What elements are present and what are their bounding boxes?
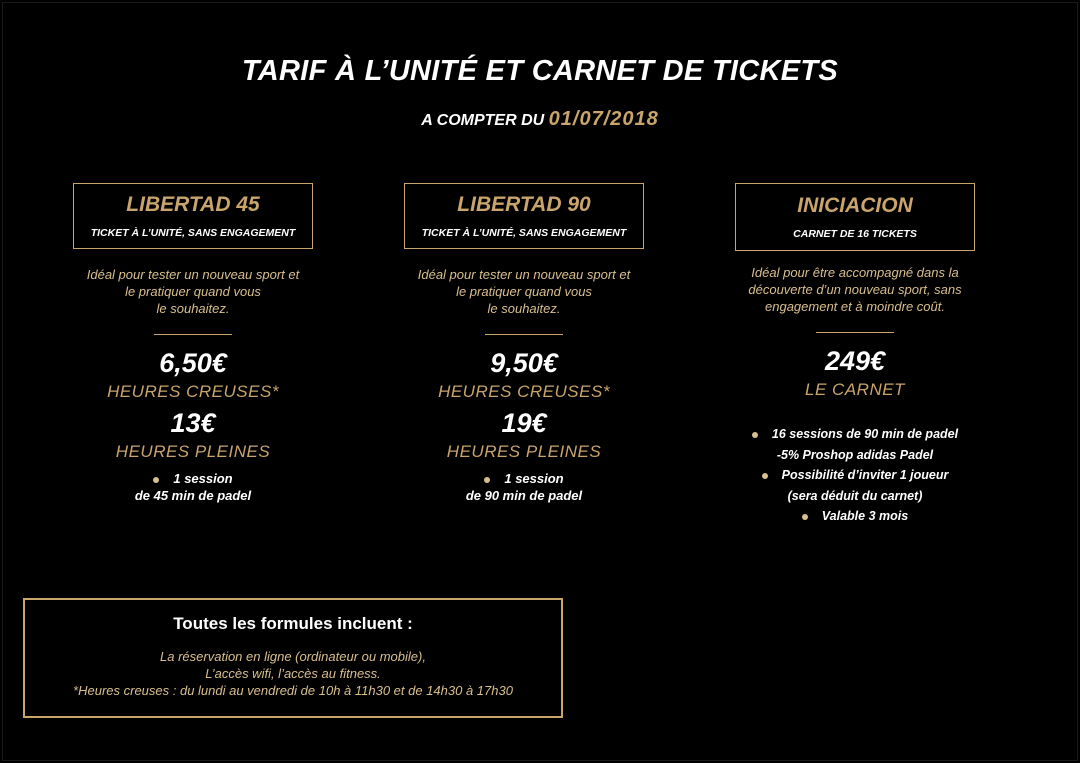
plan-description: Idéal pour tester un nouveau sport et le pratiquer quand vous le souhaitez. — [417, 267, 631, 316]
plan-header-box — [404, 183, 644, 249]
plan-features — [705, 424, 1005, 527]
feature-text: -5% Proshop adidas Padel — [776, 447, 934, 462]
price-off-peak: 6,50€ — [159, 348, 227, 378]
inclusions-box — [23, 598, 563, 718]
list-item — [374, 470, 674, 504]
inclusions-text: La réservation en ligne (ordinateur ou mobile), L’accès wifi, l’accès au fitness. *Heures creuses : du lundi au vendredi de 10h à 11h30 et de 14h30 à 17h30 — [73, 649, 513, 698]
subtitle-date: 01/07/2018 — [548, 108, 659, 130]
plan-name: LIBERTAD 90 — [457, 193, 591, 216]
list-item — [705, 506, 1005, 527]
feature-text: Valable 3 mois — [821, 509, 909, 523]
plan-subtitle: TICKET À L’UNITÉ, SANS ENGAGEMENT — [421, 227, 627, 239]
plan-subtitle: CARNET DE 16 TICKETS — [793, 228, 917, 240]
plan-libertad-90 — [374, 183, 674, 504]
plan-libertad-45 — [43, 183, 343, 504]
plan-features — [43, 470, 343, 504]
plan-name: INICIACION — [797, 194, 913, 217]
list-item — [43, 470, 343, 504]
bullet-icon — [802, 514, 808, 520]
price-peak-label: HEURES PLEINES — [446, 442, 602, 461]
list-item — [705, 465, 1005, 486]
price-peak: 19€ — [501, 408, 547, 438]
inclusions-title: Toutes les formules incluent : — [173, 614, 413, 633]
page-title: TARIF À L’UNITÉ ET CARNET DE TICKETS — [241, 55, 839, 87]
feature-text: Possibilité d’inviter 1 joueur — [781, 468, 949, 482]
page-subtitle — [0, 108, 1080, 131]
feature-text: (sera déduit du carnet) — [787, 488, 923, 503]
plan-name: LIBERTAD 45 — [126, 193, 260, 216]
list-item — [705, 445, 1005, 466]
divider — [485, 334, 563, 335]
subtitle-prefix: A COMPTER DU — [421, 112, 545, 129]
plan-description: Idéal pour tester un nouveau sport et le pratiquer quand vous le souhaitez. — [86, 267, 300, 316]
feature-text: 16 sessions de 90 min de padel — [771, 427, 959, 441]
plan-description: Idéal pour être accompagné dans la découverte d’un nouveau sport, sans engagement et à moindre coût. — [748, 265, 962, 314]
price-off-peak: 9,50€ — [490, 348, 558, 378]
plan-header-box — [73, 183, 313, 249]
feature-text: 1 session de 90 min de padel — [465, 471, 583, 503]
divider — [154, 334, 232, 335]
price-off-peak-label: HEURES CREUSES* — [438, 382, 610, 401]
plan-iniciacion — [705, 183, 1005, 527]
bullet-icon — [752, 432, 758, 438]
plan-header-box — [735, 183, 975, 251]
bullet-icon — [153, 477, 159, 483]
plan-features — [374, 470, 674, 504]
price-peak-label: HEURES PLEINES — [115, 442, 271, 461]
list-item — [705, 486, 1005, 507]
plan-subtitle: TICKET À L’UNITÉ, SANS ENGAGEMENT — [90, 227, 296, 239]
price-off-peak-label: HEURES CREUSES* — [107, 382, 279, 401]
price-carnet-label: LE CARNET — [805, 380, 905, 399]
list-item — [705, 424, 1005, 445]
bullet-icon — [762, 473, 768, 479]
price-peak: 13€ — [170, 408, 216, 438]
bullet-icon — [484, 477, 490, 483]
price-carnet: 249€ — [824, 346, 886, 376]
divider — [816, 332, 894, 333]
feature-text: 1 session de 45 min de padel — [134, 471, 252, 503]
